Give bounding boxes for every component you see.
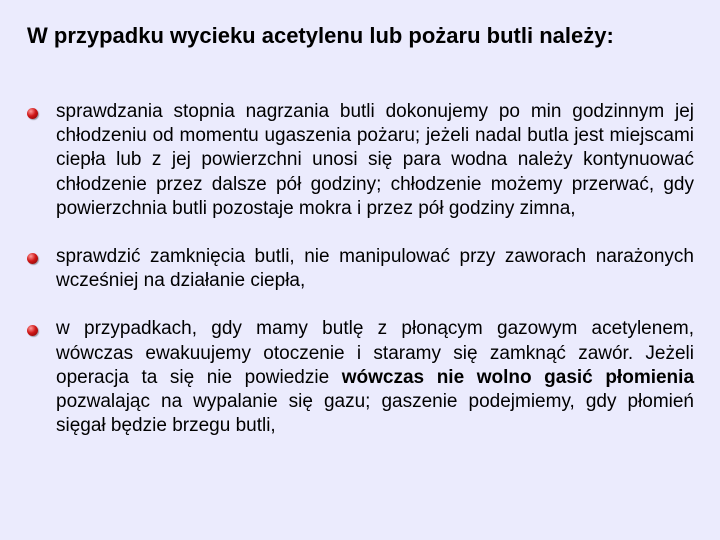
list-item-text (56, 318, 694, 436)
bullet-icon (27, 253, 38, 264)
list-item (24, 100, 694, 221)
list-item-text: sprawdzania stopnia nagrzania butli dokonujemy po min godzinnym jej chłodzeniu od momentu ugaszenia pożaru; jeżeli nadal butla jest miejscami ciepła lub z jej powierzchni unosi się para wodna należy kontynuować chłodzenie przez dalsze pół godziny; chłodzenie możemy przerwać, gdy powierzchnia butli pozostaje mokra i przez pół godziny zimna, (56, 101, 694, 219)
list-item (24, 245, 694, 293)
list-item-text-end: pozwalając na wypalanie się gazu; gaszenie podejmiemy, gdy płomień sięgał będzie brzegu butli, (56, 391, 694, 437)
bullet-icon (27, 325, 38, 336)
slide-title: W przypadku wycieku acetylenu lub pożaru butli należy: (27, 23, 614, 48)
list-item-text-start: w przypadkach, gdy mamy butlę z płonącym gazowym acetylenem, wówczas ewakuujemy otoczenie i staramy się zamknąć zawór. Jeżeli operacja ta się nie powiedzie (56, 318, 694, 388)
bullet-list (24, 100, 694, 438)
list-item-text: sprawdzić zamknięcia butli, nie manipulować przy zaworach narażonych wcześniej na działanie ciepła, (56, 246, 694, 292)
bullet-icon (27, 108, 38, 119)
list-item-emphasis: wówczas nie wolno gasić płomienia (341, 366, 695, 388)
list-item (24, 317, 694, 438)
